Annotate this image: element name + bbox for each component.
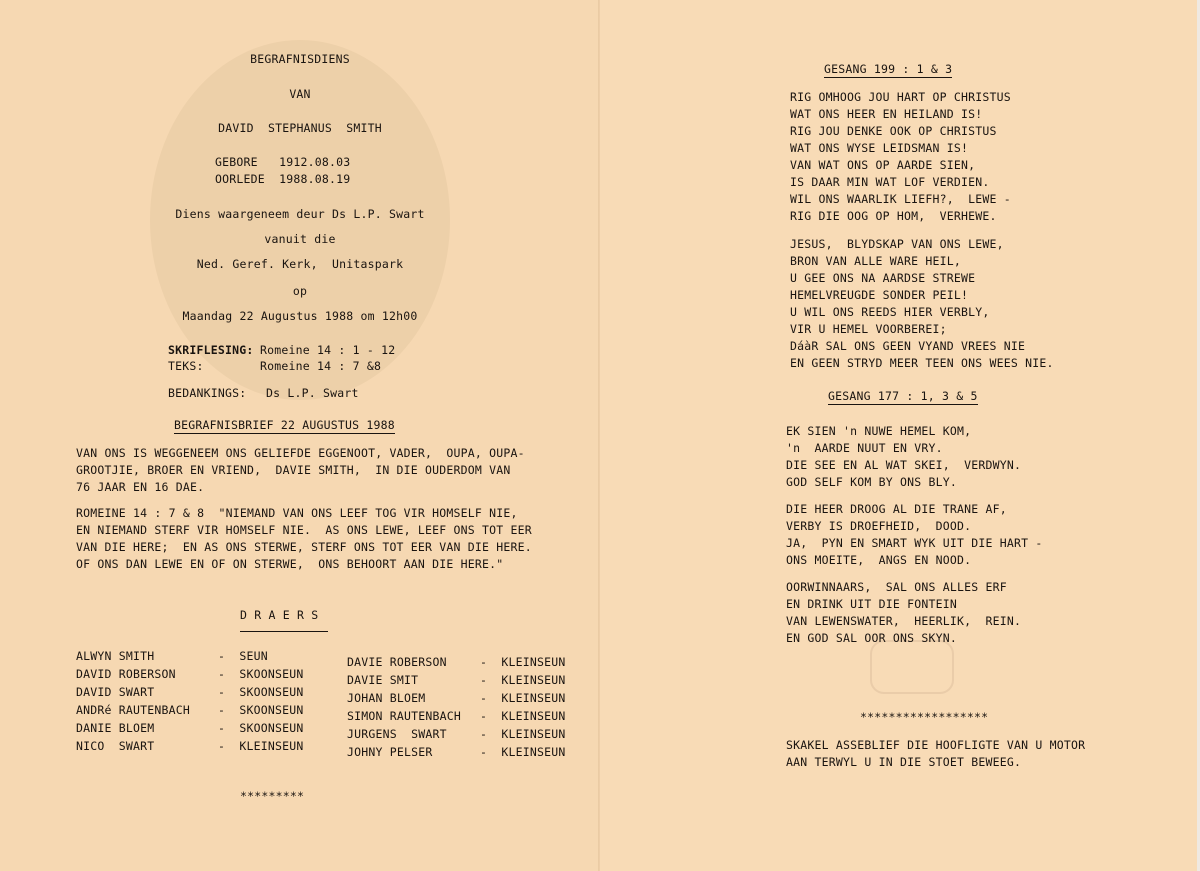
hymn-line: WIL ONS WAARLIK LIEFH?, LEWE - — [790, 192, 1011, 206]
bearer-name: JOHNY PELSER — [347, 745, 433, 759]
hymn-line: JESUS, BLYDSKAP VAN ONS LEWE, — [790, 237, 1004, 251]
deceased-name: DAVID STEPHANUS SMITH — [218, 121, 382, 135]
bearer-role: - SKOONSEUN — [218, 685, 304, 699]
hymn-line: RIG DIE OOG OP HOM, VERHEWE. — [790, 209, 997, 223]
hymn-line: EN DRINK UIT DIE FONTEIN — [786, 597, 957, 611]
bearer-name: DAVIE SMIT — [347, 673, 419, 687]
letter-line: 76 JAAR EN 16 DAE. — [76, 480, 205, 494]
hymn-line: HEMELVREUGDE SONDER PEIL! — [790, 288, 969, 302]
thanks-label: BEDANKINGS: — [168, 386, 247, 400]
bearer-name: DANIE BLOEM — [76, 721, 155, 735]
bearer-name: DAVID ROBERSON — [76, 667, 176, 681]
conducted-by: Diens waargeneem deur Ds L.P. Swart — [175, 207, 425, 221]
bearers-underline — [240, 631, 328, 632]
hymn-line: JA, PYN EN SMART WYK UIT DIE HART - — [786, 536, 1043, 550]
bearer-role: - KLEINSEUN — [480, 691, 566, 705]
hymn-line: DáàR SAL ONS GEEN VYAND VREES NIE — [790, 339, 1026, 353]
text-label: TEKS: — [168, 359, 204, 373]
hymn-line: VERBY IS DROEFHEID, DOOD. — [786, 519, 972, 533]
hymn-line: ONS MOEITE, ANGS EN NOOD. — [786, 553, 972, 567]
bearer-name: JOHAN BLOEM — [347, 691, 426, 705]
bearer-name: NICO SWART — [76, 739, 155, 753]
title: BEGRAFNISDIENS — [250, 52, 350, 66]
hymn-line: 'n AARDE NUUT EN VRY. — [786, 441, 943, 455]
hymn-line: BRON VAN ALLE WARE HEIL, — [790, 254, 961, 268]
stars-divider: ********* — [240, 789, 305, 803]
notice-line: AAN TERWYL U IN DIE STOET BEWEEG. — [786, 755, 1022, 769]
right-page — [600, 0, 1200, 871]
hymn-line: EN GEEN STRYD MEER TEEN ONS WEES NIE. — [790, 356, 1054, 370]
bearer-role: - KLEINSEUN — [480, 655, 566, 669]
scripture-value: Romeine 14 : 1 - 12 — [260, 343, 396, 357]
verse-line: VAN DIE HERE; EN AS ONS STERWE, STERF ONS TOT EER VAN DIE HERE. — [76, 540, 532, 554]
thanks-value: Ds L.P. Swart — [266, 386, 359, 400]
hymn-line: VIR U HEMEL VOORBEREI; — [790, 322, 947, 336]
hymn-line: DIE HEER DROOG AL DIE TRANE AF, — [786, 502, 1007, 516]
bearer-role: - KLEINSEUN — [480, 745, 566, 759]
bearer-role: - KLEINSEUN — [480, 709, 566, 723]
verse-line: EN NIEMAND STERF VIR HOMSELF NIE. AS ONS LEWE, LEEF ONS TOT EER — [76, 523, 532, 537]
hymn-line: EK SIEN 'n NUWE HEMEL KOM, — [786, 424, 972, 438]
hymn-line: EN GOD SAL OOR ONS SKYN. — [786, 631, 957, 645]
bearer-role: - SEUN — [218, 649, 268, 663]
bearer-name: DAVID SWART — [76, 685, 155, 699]
hymn2-heading: GESANG 177 : 1, 3 & 5 — [828, 389, 978, 403]
hymn-line: IS DAAR MIN WAT LOF VERDIEN. — [790, 175, 990, 189]
stars-divider: ****************** — [860, 710, 989, 724]
bearer-role: - SKOONSEUN — [218, 703, 304, 717]
verse-line: ROMEINE 14 : 7 & 8 "NIEMAND VAN ONS LEEF TOG VIR HOMSELF NIE, — [76, 506, 518, 520]
hymn-line: RIG JOU DENKE OOK OP CHRISTUS — [790, 124, 997, 138]
bearer-name: ANDRé RAUTENBACH — [76, 703, 190, 717]
notice-line: SKAKEL ASSEBLIEF DIE HOOFLIGTE VAN U MOTOR — [786, 738, 1086, 752]
hymn-line: WAT ONS HEER EN HEILAND IS! — [790, 107, 983, 121]
hymn-line: WAT ONS WYSE LEIDSMAN IS! — [790, 141, 969, 155]
bearer-role: - KLEINSEUN — [480, 727, 566, 741]
op-label: op — [292, 284, 308, 298]
letter-heading: BEGRAFNISBRIEF 22 AUGUSTUS 1988 — [174, 418, 395, 432]
hymn-line: OORWINNAARS, SAL ONS ALLES ERF — [786, 580, 1007, 594]
hymn-line: VAN WAT ONS OP AARDE SIEN, — [790, 158, 976, 172]
faded-stamp — [870, 640, 954, 694]
hymn-line: U GEE ONS NA AARDSE STREWE — [790, 271, 976, 285]
verse-line: OF ONS DAN LEWE EN OF ON STERWE, ONS BEHOORT AAN DIE HERE." — [76, 557, 504, 571]
bearer-name: ALWYN SMITH — [76, 649, 155, 663]
hymn-line: U WIL ONS REEDS HIER VERBLY, — [790, 305, 990, 319]
bearer-role: - SKOONSEUN — [218, 667, 304, 681]
birth-date: GEBORE 1912.08.03 — [215, 155, 351, 169]
vanuit-label: vanuit die — [264, 232, 336, 246]
church-name: Ned. Geref. Kerk, Unitaspark — [196, 257, 404, 271]
hymn1-heading: GESANG 199 : 1 & 3 — [824, 62, 953, 76]
hymn-line: VAN LEWENSWATER, HEERLIK, REIN. — [786, 614, 1022, 628]
letter-line: GROOTJIE, BROER EN VRIEND, DAVIE SMITH, IN DIE OUDERDOM VAN — [76, 463, 511, 477]
bearer-name: DAVIE ROBERSON — [347, 655, 447, 669]
scripture-label: SKRIFLESING: — [168, 343, 254, 357]
hymn-line: RIG OMHOOG JOU HART OP CHRISTUS — [790, 90, 1011, 104]
letter-line: VAN ONS IS WEGGENEEM ONS GELIEFDE EGGENOOT, VADER, OUPA, OUPA- — [76, 446, 525, 460]
bearer-role: - SKOONSEUN — [218, 721, 304, 735]
death-date: OORLEDE 1988.08.19 — [215, 172, 351, 186]
service-date: Maandag 22 Augustus 1988 om 12h00 — [182, 309, 418, 323]
van-label: VAN — [289, 87, 311, 101]
bearer-role: - KLEINSEUN — [218, 739, 304, 753]
hymn-line: GOD SELF KOM BY ONS BLY. — [786, 475, 957, 489]
bearer-name: JURGENS SWART — [347, 727, 447, 741]
bearers-heading: D R A E R S — [240, 608, 319, 622]
text-value: Romeine 14 : 7 &8 — [260, 359, 382, 373]
bearer-role: - KLEINSEUN — [480, 673, 566, 687]
bearer-name: SIMON RAUTENBACH — [347, 709, 461, 723]
hymn-line: DIE SEE EN AL WAT SKEI, VERDWYN. — [786, 458, 1022, 472]
